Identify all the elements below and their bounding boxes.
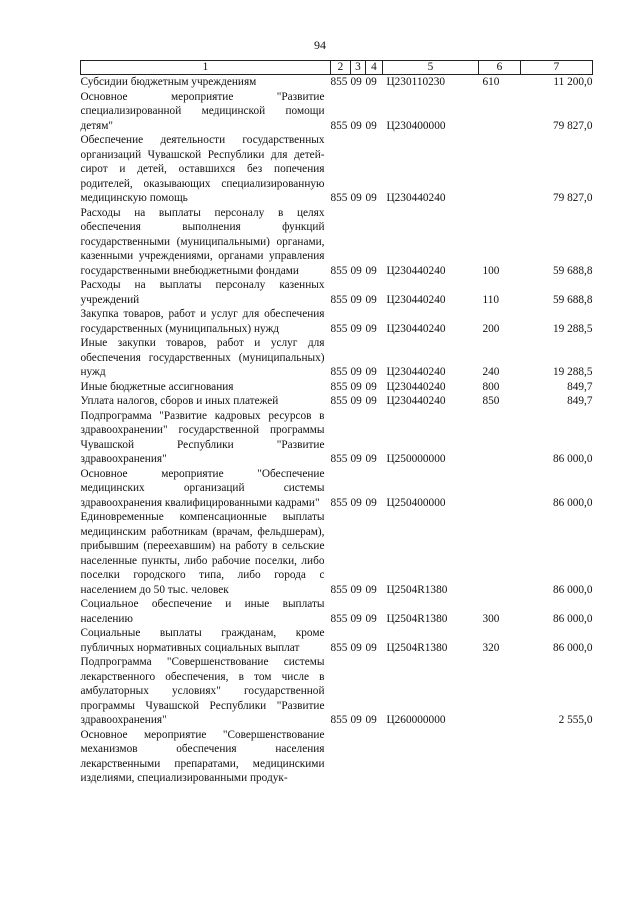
row-target-article: Ц230440240: [386, 264, 446, 277]
row-subsection: 09: [365, 322, 377, 335]
row-grbs: [331, 728, 351, 786]
row-grbs: 855: [330, 322, 348, 335]
row-target-article: Ц230400000: [386, 119, 446, 132]
page-number: 94: [314, 38, 326, 52]
row-amount: 849,7: [567, 395, 593, 407]
row-expense-type: 300: [482, 612, 500, 625]
row-section: 09: [350, 714, 362, 726]
row-subsection: 09: [365, 395, 377, 407]
row-name: Обеспечение деятельности государственных организаций Чувашской Республики для детей-сирот и детей, оставшихся без попечения родителей, оказывающих специализированную медицинскую помощь: [80, 134, 325, 204]
row-expense-type: 200: [482, 322, 500, 335]
row-section: 09: [350, 380, 362, 393]
row-target-article: Ц2504R1380: [386, 612, 448, 625]
row-name: Закупка товаров, работ и услуг для обеспечения государственных (муниципальных) нужд: [80, 308, 325, 335]
row-grbs: 855: [330, 641, 348, 654]
row-name: Социальное обеспечение и иные выплаты населению: [80, 598, 325, 625]
row-amount: 11 200,0: [553, 76, 593, 88]
row-section: 09: [350, 641, 362, 654]
row-name: Иные закупки товаров, работ и услуг для обеспечения государственных (муниципальных) нужд: [80, 337, 325, 378]
row-amount: 86 000,0: [552, 612, 593, 625]
row-name: Субсидии бюджетным учреждениям: [80, 76, 257, 88]
row-section: 09: [350, 76, 362, 88]
row-grbs: 855: [330, 366, 348, 378]
row-subsection: 09: [365, 583, 377, 596]
row-target-article: Ц230440240: [386, 192, 446, 204]
table-row: [81, 307, 593, 336]
row-target-article: Ц2504R1380: [386, 641, 448, 654]
row-name: Расходы на выплаты персоналу в целях обеспечения выполнения функций государственными (муниципальными) органами, казенными учреждениями, органами управления государственными внебюджетными фондами: [80, 206, 325, 277]
row-section: 09: [350, 453, 362, 465]
table-row: [81, 380, 593, 395]
row-name: Подпрограмма "Совершенствование системы лекарственного обеспечения, в том числе в амбулаторных условиях" государственной программы Чувашской Республики "Развитие здравоохранения": [80, 656, 325, 726]
row-subsection: [366, 728, 383, 786]
row-name: Основное мероприятие "Совершенствование механизмов обеспечения населения лекарственными препаратами, медицинскими изделиями, специализированными продук-: [80, 728, 325, 784]
header-col-3: 3: [351, 61, 366, 75]
row-amount: [521, 728, 593, 786]
row-expense-type: [479, 510, 521, 597]
row-section: 09: [350, 583, 362, 596]
row-name: Иные бюджетные ассигнования: [80, 380, 234, 393]
table-row: [81, 655, 593, 728]
row-subsection: 09: [365, 366, 377, 378]
row-amount: 86 000,0: [552, 641, 593, 654]
row-grbs: 855: [330, 76, 348, 88]
row-expense-type: [479, 409, 521, 467]
row-section: 09: [350, 264, 362, 277]
row-amount: 79 827,0: [552, 192, 593, 204]
table-row: [81, 597, 593, 626]
row-expense-type: [479, 728, 521, 786]
row-amount: 79 827,0: [552, 119, 593, 132]
row-amount: 19 288,5: [552, 322, 593, 335]
row-name: Основное мероприятие "Развитие специализированной медицинской помощи детям": [80, 90, 325, 132]
row-grbs: 855: [330, 293, 348, 306]
row-name: Расходы на выплаты персоналу казенных учреждений: [80, 279, 325, 306]
row-subsection: 09: [365, 612, 377, 625]
row-amount: 59 688,8: [552, 264, 593, 277]
row-subsection: 09: [365, 293, 377, 306]
row-amount: 86 000,0: [552, 453, 593, 465]
row-grbs: 855: [330, 395, 348, 407]
row-grbs: 855: [330, 496, 348, 509]
row-expense-type: 610: [482, 76, 500, 88]
row-section: 09: [350, 395, 362, 407]
row-section: [351, 728, 366, 786]
row-grbs: 855: [330, 380, 348, 393]
row-target-article: [383, 728, 479, 786]
table-row: [81, 409, 593, 467]
row-subsection: 09: [365, 641, 377, 654]
row-grbs: 855: [330, 612, 348, 625]
row-amount: 849,7: [567, 380, 593, 393]
header-row: [81, 61, 593, 75]
row-subsection: 09: [365, 380, 377, 393]
row-name: Подпрограмма "Развитие кадровых ресурсов в здравоохранении" государственной программы Чувашской Республики "Развитие здравоохранения": [80, 409, 325, 465]
row-expense-type: [479, 655, 521, 728]
row-grbs: 855: [330, 453, 348, 465]
row-target-article: Ц260000000: [386, 714, 446, 726]
row-grbs: 855: [330, 192, 348, 204]
row-expense-type: [479, 467, 521, 511]
row-expense-type: [479, 90, 521, 134]
row-subsection: 09: [365, 76, 377, 88]
row-target-article: Ц230440240: [386, 366, 446, 378]
row-section: 09: [350, 293, 362, 306]
row-subsection: 09: [365, 264, 377, 277]
row-expense-type: 100: [482, 264, 500, 277]
row-section: 09: [350, 192, 362, 204]
row-amount: 19 288,5: [552, 366, 593, 378]
row-target-article: Ц250400000: [386, 496, 446, 509]
table-row: [81, 394, 593, 409]
row-target-article: Ц230440240: [386, 395, 446, 407]
row-grbs: 855: [330, 583, 348, 596]
row-section: 09: [350, 366, 362, 378]
row-subsection: 09: [365, 496, 377, 509]
row-target-article: Ц230440240: [386, 322, 446, 335]
table-row: [81, 206, 593, 279]
row-expense-type: 110: [482, 293, 500, 306]
row-section: 09: [350, 322, 362, 335]
header-col-6: 6: [479, 61, 521, 75]
row-amount: 86 000,0: [552, 496, 593, 509]
row-amount: 86 000,0: [552, 583, 593, 596]
row-name: Основное мероприятие "Обеспечение медицинских организаций системы здравоохранения квалифицированными кадрами": [80, 467, 325, 509]
table-row: [81, 467, 593, 511]
row-target-article: Ц230440240: [386, 293, 446, 306]
table-row: [81, 90, 593, 134]
row-grbs: 855: [330, 714, 348, 726]
row-grbs: 855: [330, 119, 348, 132]
row-name: Социальные выплаты гражданам, кроме публичных нормативных социальных выплат: [80, 627, 325, 654]
row-target-article: Ц2504R1380: [386, 583, 448, 596]
header-col-2: 2: [331, 61, 351, 75]
header-col-1: 1: [81, 61, 331, 75]
table-row: [81, 75, 593, 90]
table-row: [81, 510, 593, 597]
table-row: [81, 728, 593, 786]
row-section: 09: [350, 496, 362, 509]
budget-table: [80, 60, 593, 786]
row-expense-type: 320: [482, 641, 500, 654]
row-subsection: 09: [365, 192, 377, 204]
row-target-article: Ц230110230: [386, 76, 446, 88]
row-expense-type: 800: [482, 380, 500, 393]
row-amount: 2 555,0: [558, 714, 593, 726]
row-expense-type: [479, 133, 521, 206]
row-section: 09: [350, 119, 362, 132]
row-name: Уплата налогов, сборов и иных платежей: [80, 395, 279, 407]
table-row: [81, 626, 593, 655]
row-subsection: 09: [365, 453, 377, 465]
row-subsection: 09: [365, 119, 377, 132]
row-subsection: 09: [365, 714, 377, 726]
row-expense-type: 850: [482, 395, 500, 407]
table-row: [81, 336, 593, 380]
row-section: 09: [350, 612, 362, 625]
row-target-article: Ц250000000: [386, 453, 446, 465]
row-amount: 59 688,8: [552, 293, 593, 306]
header-col-7: 7: [521, 61, 593, 75]
row-name: Единовременные компенсационные выплаты медицинским работникам (врачам, фельдшерам), прибывшим (переехавшим) на работу в сельские населенные пункты, либо рабочие поселки, либо поселки городского типа, либо города с населением до 50 тыс. человек: [80, 511, 325, 596]
header-col-5: 5: [383, 61, 479, 75]
header-col-4: 4: [366, 61, 383, 75]
row-expense-type: 240: [482, 366, 500, 378]
table-row: [81, 278, 593, 307]
row-target-article: Ц230440240: [386, 380, 446, 393]
row-grbs: 855: [330, 264, 348, 277]
table-row: [81, 133, 593, 206]
